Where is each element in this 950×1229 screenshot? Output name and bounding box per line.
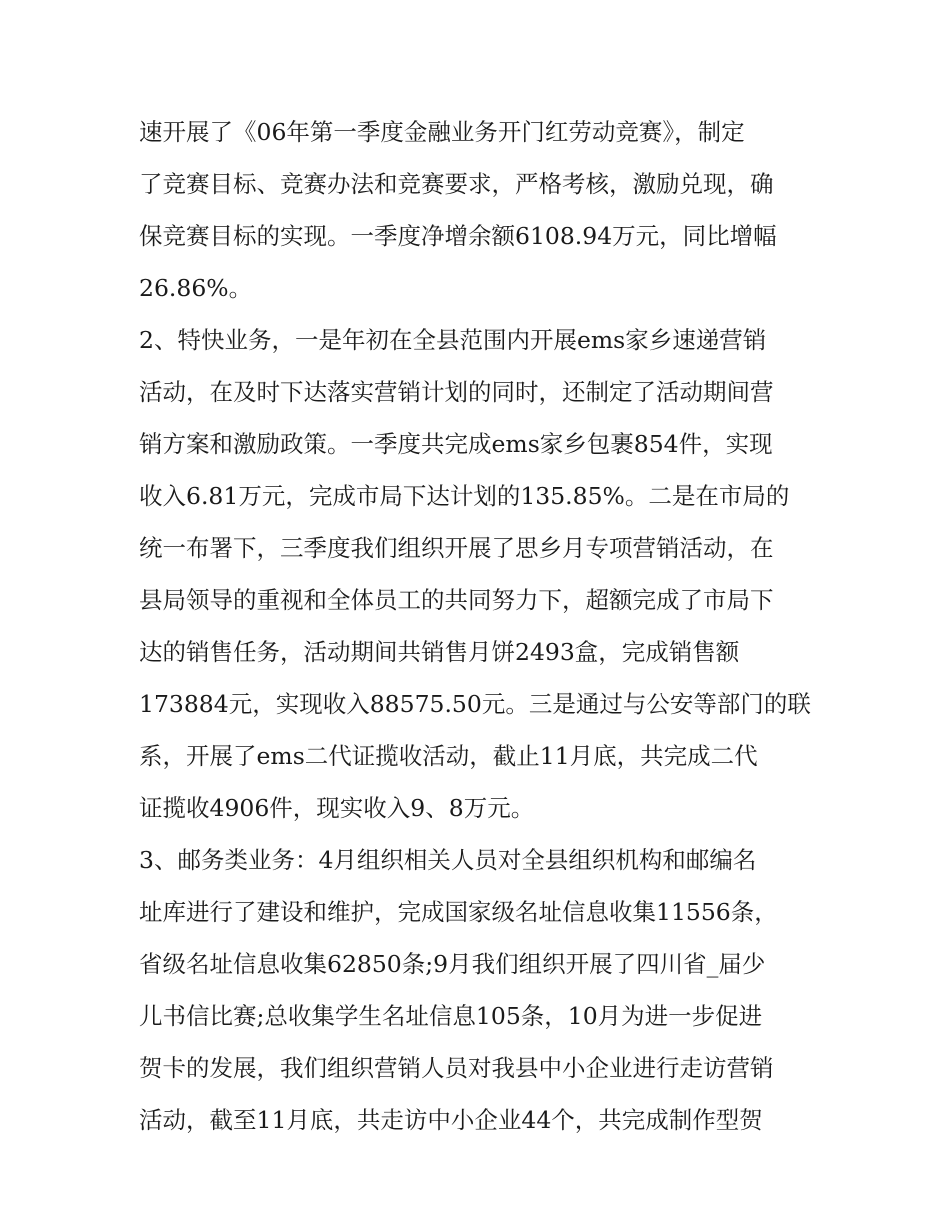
text-line: 保竞赛目标的实现。一季度净增余额6108.94万元，同比增幅	[139, 222, 777, 250]
text-line: 了竞赛目标、竞赛办法和竞赛要求，严格考核，激励兑现，确	[139, 170, 774, 198]
text-line: 速开展了《06年第一季度金融业务开门红劳动竞赛》，制定	[139, 118, 745, 146]
text-line: 县局领导的重视和全体员工的共同努力下，超额完成了市局下	[139, 586, 774, 614]
text-line: 收入6.81万元，完成市局下达计划的135.85%。二是在市局的	[139, 482, 790, 510]
text-line: 统一布署下，三季度我们组织开展了思乡月专项营销活动，在	[139, 534, 774, 562]
text-line: 销方案和激励政策。一季度共完成ems家乡包裹854件，实现	[139, 430, 773, 458]
text-line: 系，开展了ems二代证揽收活动，截止11月底，共完成二代	[139, 742, 758, 770]
text-line: 173884元，实现收入88575.50元。三是通过与公安等部门的联	[139, 690, 811, 718]
text-line: 活动，截至11月底，共走访中小企业44个，共完成制作型贺	[139, 1106, 763, 1134]
body-text	[139, 106, 819, 1146]
text-line: 省级名址信息收集62850条;9月我们组织开展了四川省_届少	[139, 950, 766, 978]
text-line: 活动，在及时下达落实营销计划的同时，还制定了活动期间营	[139, 378, 774, 406]
text-line: 址库进行了建设和维护，完成国家级名址信息收集11556条，	[139, 898, 778, 926]
text-line: 26.86%。	[139, 274, 253, 302]
text-line: 贺卡的发展，我们组织营销人员对我县中小企业进行走访营销	[139, 1054, 774, 1082]
text-line: 3、邮务类业务：4月组织相关人员对全县组织机构和邮编名	[139, 846, 757, 874]
text-line: 证揽收4906件，现实收入9、8万元。	[139, 794, 535, 822]
text-line: 达的销售任务，活动期间共销售月饼2493盒，完成销售额	[139, 638, 740, 666]
text-line: 2、特快业务，一是年初在全县范围内开展ems家乡速递营销	[139, 326, 767, 354]
text-line: 儿书信比赛;总收集学生名址信息105条，10月为进一步促进	[139, 1002, 763, 1030]
